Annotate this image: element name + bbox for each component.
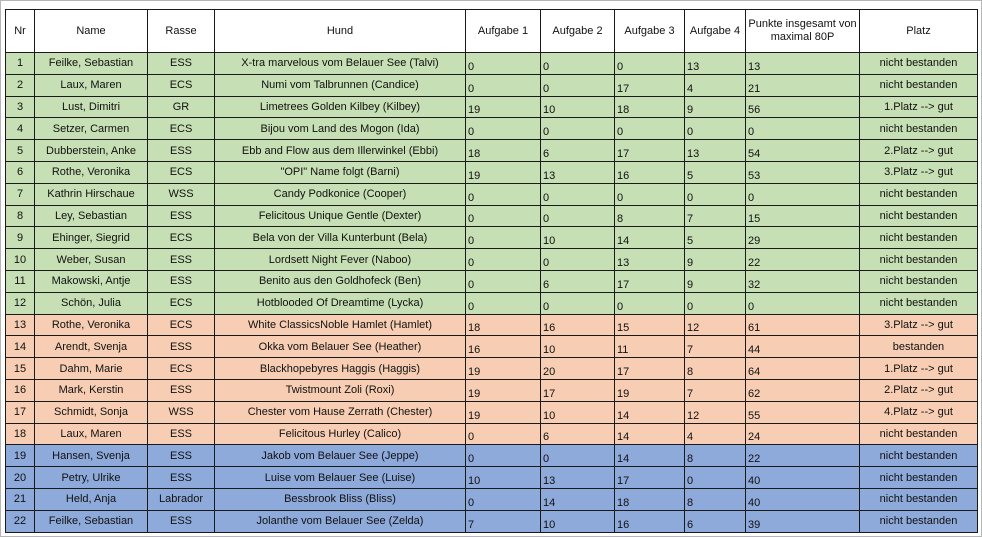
header-row — [6, 10, 978, 53]
cell-nr: 4 — [6, 118, 35, 140]
table-row — [6, 445, 978, 467]
cell-hund: Bessbrook Bliss (Bliss) — [215, 488, 466, 510]
cell-aufgabe-4: 9 — [685, 270, 746, 292]
cell-aufgabe-2: 20 — [541, 358, 615, 380]
header-hund: Hund — [215, 10, 466, 53]
cell-nr: 5 — [6, 140, 35, 162]
cell-name: Ehinger, Siegrid — [35, 227, 148, 249]
cell-platz: nicht bestanden — [860, 270, 978, 292]
cell-nr: 11 — [6, 270, 35, 292]
cell-aufgabe-2: 13 — [541, 161, 615, 183]
cell-aufgabe-3: 14 — [615, 423, 685, 445]
cell-nr: 19 — [6, 445, 35, 467]
cell-platz: 1.Platz --> gut — [860, 96, 978, 118]
cell-hund: Jolanthe vom Belauer See (Zelda) — [215, 510, 466, 532]
cell-punkte: 39 — [746, 510, 860, 532]
cell-aufgabe-4: 0 — [685, 467, 746, 489]
cell-nr: 17 — [6, 401, 35, 423]
cell-punkte: 61 — [746, 314, 860, 336]
cell-nr: 18 — [6, 423, 35, 445]
cell-aufgabe-3: 16 — [615, 161, 685, 183]
table-row — [6, 249, 978, 271]
cell-aufgabe-4: 4 — [685, 423, 746, 445]
cell-aufgabe-1: 0 — [466, 292, 541, 314]
cell-aufgabe-3: 0 — [615, 53, 685, 75]
header-aufgabe-1: Aufgabe 1 — [466, 10, 541, 53]
table-row — [6, 336, 978, 358]
cell-punkte: 22 — [746, 249, 860, 271]
cell-platz: nicht bestanden — [860, 467, 978, 489]
cell-punkte: 54 — [746, 140, 860, 162]
cell-aufgabe-1: 0 — [466, 118, 541, 140]
cell-aufgabe-2: 16 — [541, 314, 615, 336]
cell-nr: 22 — [6, 510, 35, 532]
cell-name: Setzer, Carmen — [35, 118, 148, 140]
cell-aufgabe-3: 17 — [615, 140, 685, 162]
cell-hund: Bela von der Villa Kunterbunt (Bela) — [215, 227, 466, 249]
cell-rasse: ECS — [148, 161, 215, 183]
cell-aufgabe-3: 14 — [615, 401, 685, 423]
cell-name: Lust, Dimitri — [35, 96, 148, 118]
cell-punkte: 13 — [746, 53, 860, 75]
cell-aufgabe-2: 10 — [541, 227, 615, 249]
cell-aufgabe-2: 10 — [541, 96, 615, 118]
cell-aufgabe-3: 16 — [615, 510, 685, 532]
cell-rasse: ESS — [148, 510, 215, 532]
cell-aufgabe-4: 7 — [685, 379, 746, 401]
cell-aufgabe-2: 0 — [541, 445, 615, 467]
cell-rasse: WSS — [148, 183, 215, 205]
cell-rasse: ESS — [148, 249, 215, 271]
cell-nr: 12 — [6, 292, 35, 314]
cell-aufgabe-1: 0 — [466, 53, 541, 75]
table-row — [6, 74, 978, 96]
cell-hund: Blackhopebyres Haggis (Haggis) — [215, 358, 466, 380]
cell-nr: 10 — [6, 249, 35, 271]
results-table — [5, 9, 978, 533]
cell-platz: nicht bestanden — [860, 53, 978, 75]
table-body — [6, 53, 978, 533]
table-header — [6, 10, 978, 53]
cell-hund: Limetrees Golden Kilbey (Kilbey) — [215, 96, 466, 118]
cell-hund: Luise vom Belauer See (Luise) — [215, 467, 466, 489]
cell-aufgabe-2: 0 — [541, 74, 615, 96]
cell-aufgabe-1: 0 — [466, 227, 541, 249]
cell-aufgabe-4: 5 — [685, 161, 746, 183]
cell-name: Makowski, Antje — [35, 270, 148, 292]
cell-aufgabe-1: 10 — [466, 467, 541, 489]
cell-rasse: GR — [148, 96, 215, 118]
cell-platz: 4.Platz --> gut — [860, 401, 978, 423]
cell-aufgabe-3: 8 — [615, 205, 685, 227]
cell-aufgabe-2: 10 — [541, 336, 615, 358]
cell-punkte: 40 — [746, 488, 860, 510]
cell-name: Feilke, Sebastian — [35, 510, 148, 532]
cell-punkte: 40 — [746, 467, 860, 489]
table-row — [6, 270, 978, 292]
cell-hund: Ebb and Flow aus dem Illerwinkel (Ebbi) — [215, 140, 466, 162]
cell-rasse: ESS — [148, 270, 215, 292]
cell-rasse: WSS — [148, 401, 215, 423]
cell-platz: 3.Platz --> gut — [860, 161, 978, 183]
cell-platz: nicht bestanden — [860, 488, 978, 510]
cell-aufgabe-2: 13 — [541, 467, 615, 489]
cell-nr: 8 — [6, 205, 35, 227]
cell-punkte: 56 — [746, 96, 860, 118]
cell-nr: 15 — [6, 358, 35, 380]
cell-hund: Okka vom Belauer See (Heather) — [215, 336, 466, 358]
cell-platz: nicht bestanden — [860, 74, 978, 96]
cell-aufgabe-4: 0 — [685, 292, 746, 314]
cell-aufgabe-2: 6 — [541, 270, 615, 292]
cell-nr: 9 — [6, 227, 35, 249]
cell-rasse: ECS — [148, 118, 215, 140]
cell-aufgabe-4: 6 — [685, 510, 746, 532]
cell-aufgabe-4: 13 — [685, 140, 746, 162]
cell-aufgabe-2: 0 — [541, 205, 615, 227]
cell-name: Weber, Susan — [35, 249, 148, 271]
cell-aufgabe-1: 0 — [466, 445, 541, 467]
table-row — [6, 358, 978, 380]
table-row — [6, 96, 978, 118]
cell-punkte: 0 — [746, 292, 860, 314]
table-row — [6, 423, 978, 445]
cell-aufgabe-4: 0 — [685, 118, 746, 140]
cell-aufgabe-3: 0 — [615, 292, 685, 314]
cell-aufgabe-3: 17 — [615, 467, 685, 489]
cell-name: Schmidt, Sonja — [35, 401, 148, 423]
cell-aufgabe-3: 14 — [615, 227, 685, 249]
cell-aufgabe-1: 16 — [466, 336, 541, 358]
header-nr: Nr — [6, 10, 35, 53]
cell-nr: 21 — [6, 488, 35, 510]
cell-aufgabe-2: 0 — [541, 249, 615, 271]
cell-platz: 1.Platz --> gut — [860, 358, 978, 380]
cell-aufgabe-2: 10 — [541, 510, 615, 532]
cell-name: Ley, Sebastian — [35, 205, 148, 227]
cell-aufgabe-1: 0 — [466, 74, 541, 96]
cell-nr: 2 — [6, 74, 35, 96]
cell-aufgabe-1: 18 — [466, 140, 541, 162]
cell-nr: 1 — [6, 53, 35, 75]
cell-aufgabe-3: 14 — [615, 445, 685, 467]
cell-aufgabe-3: 18 — [615, 488, 685, 510]
cell-rasse: ESS — [148, 445, 215, 467]
cell-name: Rothe, Veronika — [35, 161, 148, 183]
cell-rasse: ESS — [148, 336, 215, 358]
cell-aufgabe-2: 6 — [541, 423, 615, 445]
cell-hund: "OPI" Name folgt (Barni) — [215, 161, 466, 183]
table-row — [6, 205, 978, 227]
cell-punkte: 55 — [746, 401, 860, 423]
cell-aufgabe-1: 18 — [466, 314, 541, 336]
cell-aufgabe-4: 12 — [685, 314, 746, 336]
cell-aufgabe-3: 15 — [615, 314, 685, 336]
cell-aufgabe-2: 6 — [541, 140, 615, 162]
cell-name: Arendt, Svenja — [35, 336, 148, 358]
header-punkte: Punkte insgesamt von maximal 80P — [746, 10, 860, 53]
cell-aufgabe-1: 19 — [466, 358, 541, 380]
cell-hund: Felicitous Hurley (Calico) — [215, 423, 466, 445]
cell-hund: Twistmount Zoli (Roxi) — [215, 379, 466, 401]
cell-platz: nicht bestanden — [860, 510, 978, 532]
cell-rasse: ECS — [148, 358, 215, 380]
cell-aufgabe-3: 11 — [615, 336, 685, 358]
cell-aufgabe-4: 4 — [685, 74, 746, 96]
cell-punkte: 24 — [746, 423, 860, 445]
cell-aufgabe-3: 19 — [615, 379, 685, 401]
cell-hund: Lordsett Night Fever (Naboo) — [215, 249, 466, 271]
cell-name: Dahm, Marie — [35, 358, 148, 380]
cell-aufgabe-1: 0 — [466, 205, 541, 227]
table-row — [6, 53, 978, 75]
cell-nr: 6 — [6, 161, 35, 183]
cell-aufgabe-4: 9 — [685, 249, 746, 271]
cell-name: Schön, Julia — [35, 292, 148, 314]
cell-aufgabe-3: 0 — [615, 118, 685, 140]
cell-punkte: 29 — [746, 227, 860, 249]
cell-hund: Felicitous Unique Gentle (Dexter) — [215, 205, 466, 227]
cell-name: Laux, Maren — [35, 423, 148, 445]
cell-hund: Hotblooded Of Dreamtime (Lycka) — [215, 292, 466, 314]
table-row — [6, 467, 978, 489]
cell-name: Feilke, Sebastian — [35, 53, 148, 75]
cell-aufgabe-4: 8 — [685, 445, 746, 467]
cell-aufgabe-1: 7 — [466, 510, 541, 532]
header-aufgabe-3: Aufgabe 3 — [615, 10, 685, 53]
table-row — [6, 118, 978, 140]
cell-punkte: 15 — [746, 205, 860, 227]
cell-aufgabe-1: 0 — [466, 183, 541, 205]
cell-aufgabe-2: 0 — [541, 118, 615, 140]
cell-platz: nicht bestanden — [860, 423, 978, 445]
cell-rasse: ESS — [148, 467, 215, 489]
cell-hund: Jakob vom Belauer See (Jeppe) — [215, 445, 466, 467]
cell-aufgabe-1: 19 — [466, 96, 541, 118]
cell-aufgabe-4: 8 — [685, 488, 746, 510]
table-row — [6, 227, 978, 249]
cell-name: Mark, Kerstin — [35, 379, 148, 401]
table-row — [6, 140, 978, 162]
cell-name: Petry, Ulrike — [35, 467, 148, 489]
cell-name: Kathrin Hirschaue — [35, 183, 148, 205]
cell-aufgabe-2: 0 — [541, 292, 615, 314]
cell-rasse: ESS — [148, 140, 215, 162]
cell-rasse: ECS — [148, 314, 215, 336]
cell-platz: nicht bestanden — [860, 205, 978, 227]
cell-punkte: 32 — [746, 270, 860, 292]
cell-punkte: 0 — [746, 118, 860, 140]
cell-aufgabe-4: 12 — [685, 401, 746, 423]
cell-platz: bestanden — [860, 336, 978, 358]
cell-aufgabe-2: 17 — [541, 379, 615, 401]
cell-aufgabe-4: 0 — [685, 183, 746, 205]
cell-aufgabe-2: 0 — [541, 183, 615, 205]
cell-platz: nicht bestanden — [860, 183, 978, 205]
cell-aufgabe-3: 0 — [615, 183, 685, 205]
cell-rasse: ESS — [148, 53, 215, 75]
table-row — [6, 292, 978, 314]
cell-platz: nicht bestanden — [860, 292, 978, 314]
cell-punkte: 0 — [746, 183, 860, 205]
cell-name: Held, Anja — [35, 488, 148, 510]
cell-aufgabe-3: 17 — [615, 74, 685, 96]
cell-nr: 7 — [6, 183, 35, 205]
table-row — [6, 161, 978, 183]
cell-rasse: ECS — [148, 227, 215, 249]
header-platz: Platz — [860, 10, 978, 53]
cell-aufgabe-2: 10 — [541, 401, 615, 423]
cell-aufgabe-3: 18 — [615, 96, 685, 118]
cell-rasse: ECS — [148, 74, 215, 96]
cell-nr: 13 — [6, 314, 35, 336]
cell-aufgabe-4: 5 — [685, 227, 746, 249]
cell-hund: Benito aus den Goldhofeck (Ben) — [215, 270, 466, 292]
table-row — [6, 510, 978, 532]
cell-nr: 16 — [6, 379, 35, 401]
cell-platz: nicht bestanden — [860, 249, 978, 271]
cell-hund: Candy Podkonice (Cooper) — [215, 183, 466, 205]
cell-aufgabe-3: 17 — [615, 270, 685, 292]
cell-aufgabe-4: 7 — [685, 336, 746, 358]
cell-punkte: 22 — [746, 445, 860, 467]
cell-hund: Numi vom Talbrunnen (Candice) — [215, 74, 466, 96]
cell-punkte: 64 — [746, 358, 860, 380]
cell-punkte: 53 — [746, 161, 860, 183]
cell-hund: X-tra marvelous vom Belauer See (Talvi) — [215, 53, 466, 75]
cell-platz: nicht bestanden — [860, 445, 978, 467]
header-rasse: Rasse — [148, 10, 215, 53]
cell-platz: 2.Platz --> gut — [860, 140, 978, 162]
table-row — [6, 183, 978, 205]
table-row — [6, 488, 978, 510]
cell-punkte: 21 — [746, 74, 860, 96]
cell-rasse: ESS — [148, 423, 215, 445]
table-row — [6, 379, 978, 401]
table-row — [6, 401, 978, 423]
cell-aufgabe-1: 19 — [466, 161, 541, 183]
header-aufgabe-4: Aufgabe 4 — [685, 10, 746, 53]
table-row — [6, 314, 978, 336]
cell-name: Dubberstein, Anke — [35, 140, 148, 162]
cell-rasse: ESS — [148, 379, 215, 401]
cell-aufgabe-4: 13 — [685, 53, 746, 75]
cell-punkte: 44 — [746, 336, 860, 358]
cell-platz: 3.Platz --> gut — [860, 314, 978, 336]
cell-rasse: ESS — [148, 205, 215, 227]
cell-aufgabe-1: 19 — [466, 401, 541, 423]
cell-name: Rothe, Veronika — [35, 314, 148, 336]
cell-name: Laux, Maren — [35, 74, 148, 96]
cell-aufgabe-4: 9 — [685, 96, 746, 118]
cell-name: Hansen, Svenja — [35, 445, 148, 467]
cell-aufgabe-2: 14 — [541, 488, 615, 510]
cell-aufgabe-1: 0 — [466, 249, 541, 271]
cell-hund: White ClassicsNoble Hamlet (Hamlet) — [215, 314, 466, 336]
cell-aufgabe-3: 13 — [615, 249, 685, 271]
header-name: Name — [35, 10, 148, 53]
cell-rasse: Labrador — [148, 488, 215, 510]
cell-aufgabe-2: 0 — [541, 53, 615, 75]
cell-platz: 2.Platz --> gut — [860, 379, 978, 401]
cell-aufgabe-1: 0 — [466, 270, 541, 292]
cell-nr: 20 — [6, 467, 35, 489]
cell-aufgabe-4: 7 — [685, 205, 746, 227]
cell-platz: nicht bestanden — [860, 227, 978, 249]
cell-nr: 14 — [6, 336, 35, 358]
cell-aufgabe-1: 0 — [466, 488, 541, 510]
cell-aufgabe-3: 17 — [615, 358, 685, 380]
cell-aufgabe-1: 19 — [466, 379, 541, 401]
cell-platz: nicht bestanden — [860, 118, 978, 140]
cell-punkte: 62 — [746, 379, 860, 401]
cell-aufgabe-4: 8 — [685, 358, 746, 380]
cell-aufgabe-1: 0 — [466, 423, 541, 445]
header-aufgabe-2: Aufgabe 2 — [541, 10, 615, 53]
cell-nr: 3 — [6, 96, 35, 118]
cell-rasse: ECS — [148, 292, 215, 314]
cell-hund: Chester vom Hause Zerrath (Chester) — [215, 401, 466, 423]
cell-hund: Bijou vom Land des Mogon (Ida) — [215, 118, 466, 140]
